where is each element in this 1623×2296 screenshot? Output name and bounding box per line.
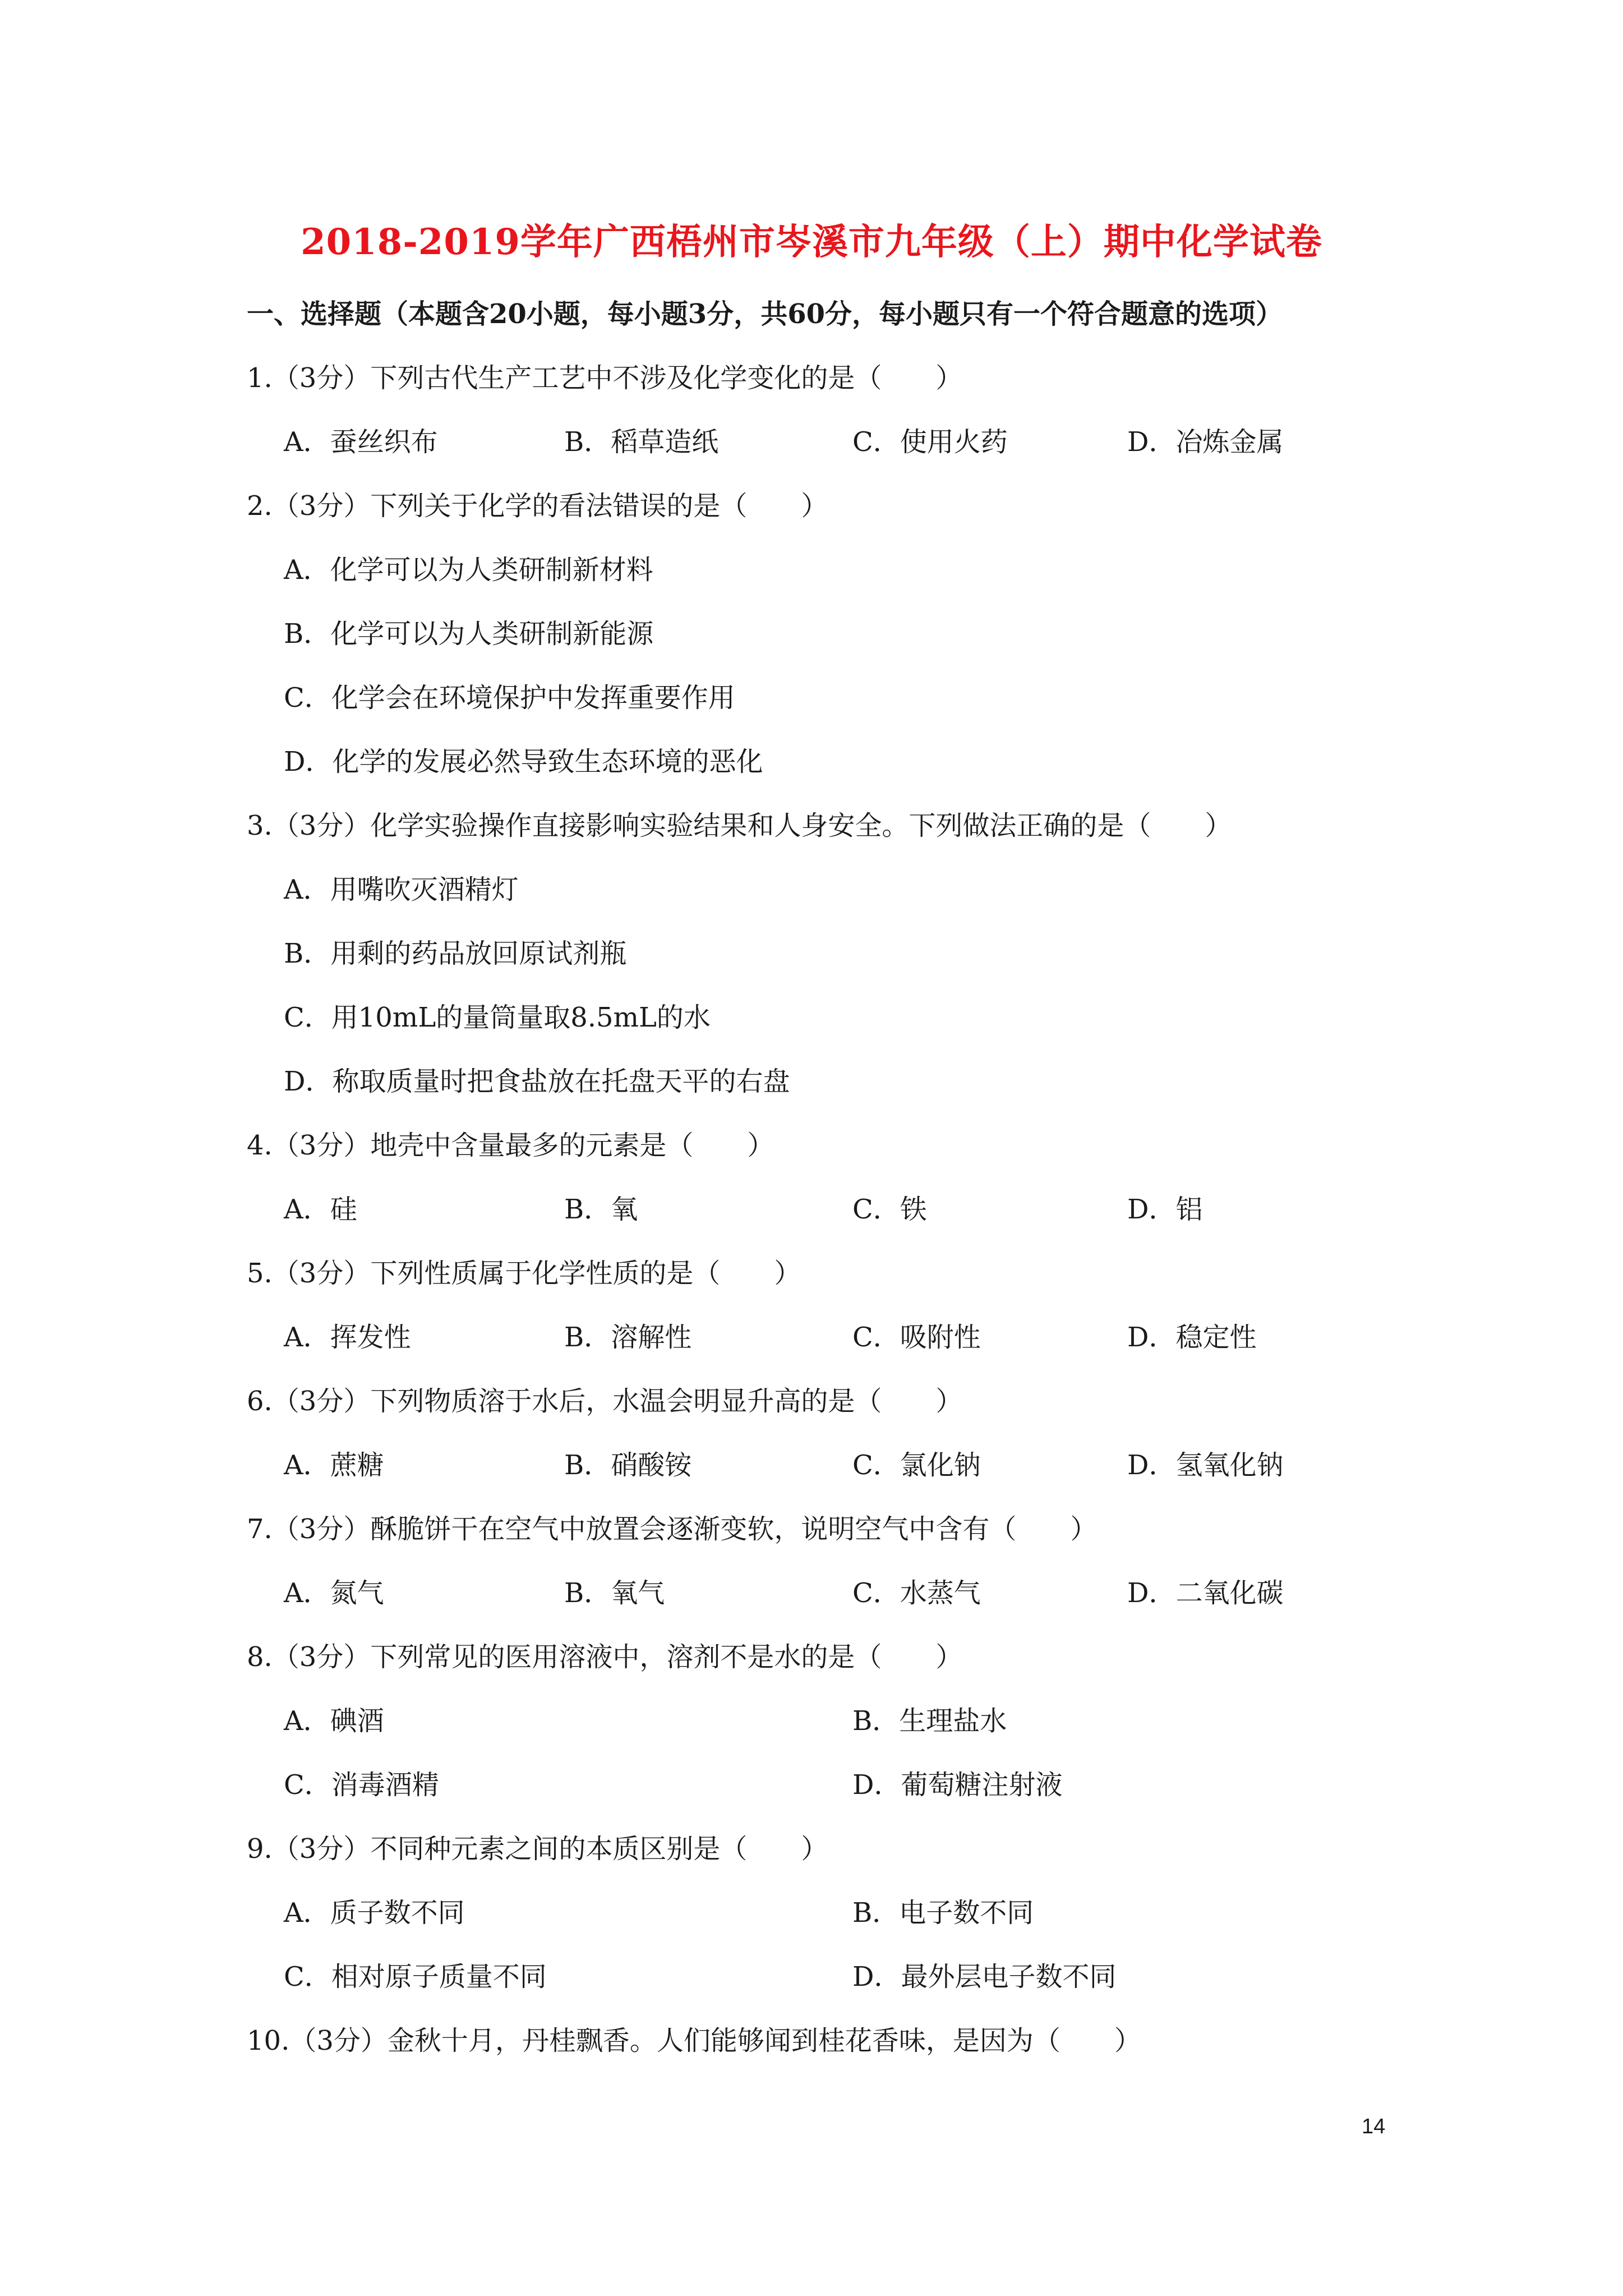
exam-title: 2018-2019学年广西梧州市岑溪市九年级（上）期中化学试卷 — [301, 221, 1322, 263]
question-5-stem: 5.（3分）下列性质属于化学性质的是（ ） — [247, 1258, 801, 1289]
question-9-option-a: A．质子数不同 — [284, 1897, 465, 1929]
question-4-stem: 4.（3分）地壳中含量最多的元素是（ ） — [247, 1130, 774, 1161]
question-2-option-b: B．化学可以为人类研制新能源 — [284, 618, 654, 650]
question-9-option-d: D．最外层电子数不同 — [852, 1961, 1117, 1993]
question-8-option-a: A．碘酒 — [284, 1705, 384, 1737]
question-8-option-c: C．消毒酒精 — [284, 1769, 439, 1801]
question-2-option-d: D．化学的发展必然导致生态环境的恶化 — [284, 746, 763, 777]
question-8-stem: 8.（3分）下列常见的医用溶液中，溶剂不是水的是（ ） — [247, 1641, 963, 1673]
question-3-option-c: C．用10mL的量筒量取8.5mL的水 — [284, 1002, 711, 1033]
question-4-option-c: C．铁 — [852, 1194, 927, 1225]
question-1-option-b: B．稻草造纸 — [564, 426, 719, 458]
question-3-option-a: A．用嘴吹灭酒精灯 — [284, 874, 519, 905]
question-4-option-b: B．氧 — [564, 1194, 638, 1225]
question-8-option-d: D．葡萄糖注射液 — [852, 1769, 1063, 1801]
question-10-stem: 10.（3分）金秋十月，丹桂飘香。人们能够闻到桂花香味，是因为（ ） — [247, 2025, 1141, 2056]
question-4-option-d: D．铝 — [1127, 1194, 1203, 1225]
question-5-option-b: B．溶解性 — [564, 1322, 692, 1353]
question-7-stem: 7.（3分）酥脆饼干在空气中放置会逐渐变软，说明空气中含有（ ） — [247, 1513, 1098, 1545]
page-number: 14 — [1362, 2115, 1386, 2138]
question-6-option-c: C．氯化钠 — [852, 1450, 981, 1481]
question-9-option-b: B．电子数不同 — [852, 1897, 1034, 1929]
question-7-option-c: C．水蒸气 — [852, 1577, 981, 1609]
question-1-option-a: A．蚕丝织布 — [284, 426, 438, 458]
question-4-option-a: A．硅 — [284, 1194, 357, 1225]
question-3-option-b: B．用剩的药品放回原试剂瓶 — [284, 938, 627, 969]
question-7-option-d: D．二氧化碳 — [1127, 1577, 1284, 1609]
question-7-option-a: A．氮气 — [284, 1577, 384, 1609]
question-6-option-a: A．蔗糖 — [284, 1450, 384, 1481]
question-2-option-a: A．化学可以为人类研制新材料 — [284, 554, 653, 586]
question-2-option-c: C．化学会在环境保护中发挥重要作用 — [284, 682, 735, 714]
question-9-option-c: C．相对原子质量不同 — [284, 1961, 547, 1993]
question-1-option-c: C．使用火药 — [852, 426, 1008, 458]
question-6-option-b: B．硝酸铵 — [564, 1450, 692, 1481]
question-3-option-d: D．称取质量时把食盐放在托盘天平的右盘 — [284, 1066, 790, 1097]
question-5-option-d: D．稳定性 — [1127, 1322, 1257, 1353]
question-3-stem: 3.（3分）化学实验操作直接影响实验结果和人身安全。下列做法正确的是（ ） — [247, 810, 1232, 841]
question-5-option-c: C．吸附性 — [852, 1322, 981, 1353]
question-7-option-b: B．氧气 — [564, 1577, 665, 1609]
question-8-option-b: B．生理盐水 — [852, 1705, 1007, 1737]
question-9-stem: 9.（3分）不同种元素之间的本质区别是（ ） — [247, 1833, 828, 1865]
question-6-option-d: D．氢氧化钠 — [1127, 1450, 1284, 1481]
question-2-stem: 2.（3分）下列关于化学的看法错误的是（ ） — [247, 490, 828, 522]
question-5-option-a: A．挥发性 — [284, 1322, 411, 1353]
question-1-option-d: D．冶炼金属 — [1127, 426, 1284, 458]
question-1-stem: 1.（3分）下列古代生产工艺中不涉及化学变化的是（ ） — [247, 362, 963, 394]
section-heading: 一、选择题（本题含20小题，每小题3分，共60分，每小题只有一个符合题意的选项） — [247, 298, 1283, 330]
question-6-stem: 6.（3分）下列物质溶于水后，水温会明显升高的是（ ） — [247, 1386, 963, 1417]
